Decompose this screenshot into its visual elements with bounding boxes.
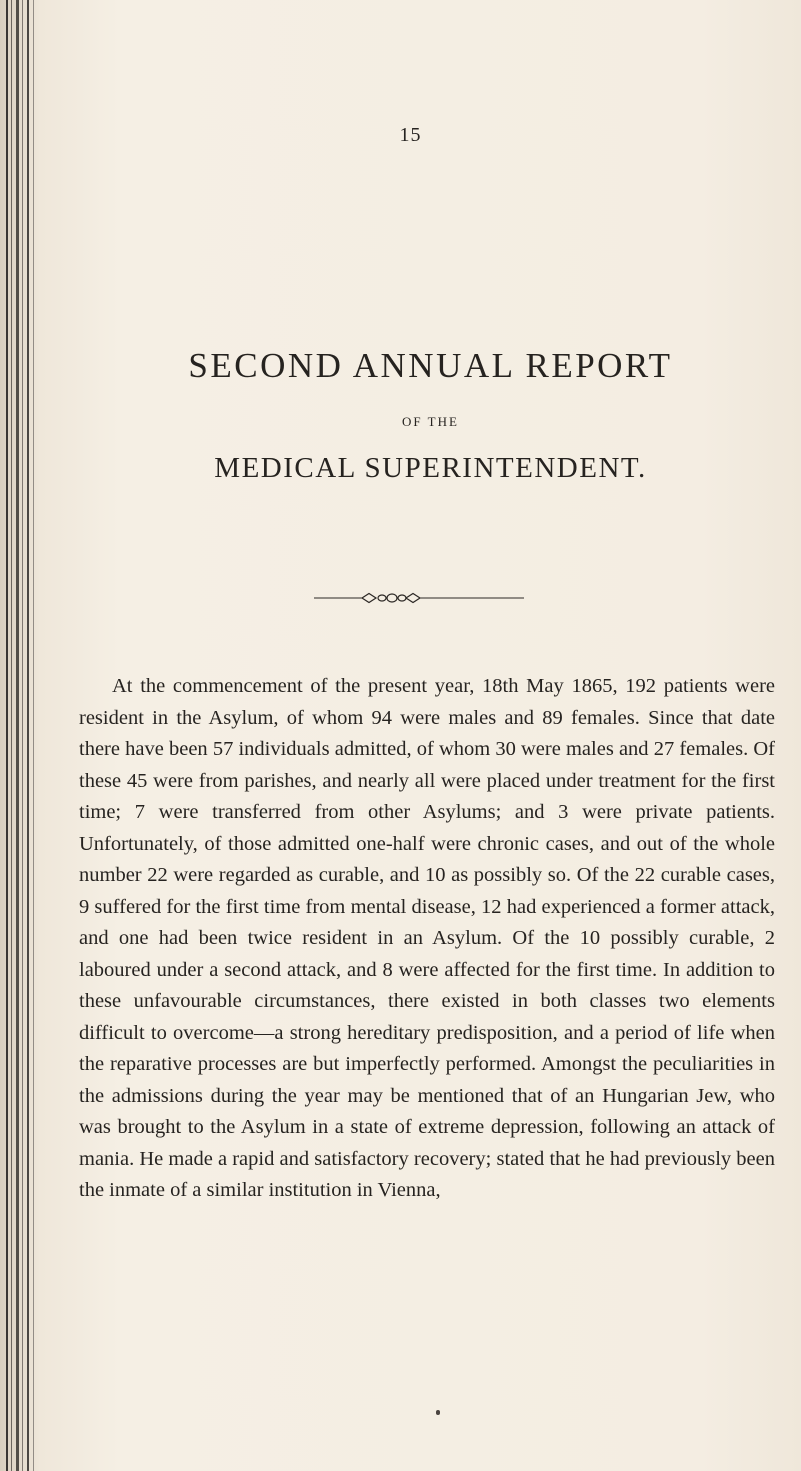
book-binding-edge bbox=[0, 0, 46, 1471]
body-paragraph bbox=[79, 671, 775, 1207]
page-number: 15 bbox=[399, 124, 422, 146]
diamond-circle-rule-icon bbox=[314, 591, 524, 605]
ink-speck bbox=[436, 1410, 440, 1415]
report-subtitle: MEDICAL SUPERINTENDENT. bbox=[214, 452, 647, 484]
paragraph-text: At the commencement of the present year, 18th May 1865, 192 patients were resident in the Asylum, of whom 94 were males and 89 females. Since that date there have been 57 individuals admitted, of whom 30 were males and 27 females. Of these 45 were from parishes, and nearly all were placed under treatment for the first time; 7 were transferred from other Asylums; and 3 were private patients. Unfortunately, of those admitted one-half were chronic cases, and out of the whole number 22 were regarded as curable, and 10 as possibly so. Of the 22 curable cases, 9 suffered for the first time from mental disease, 12 had experienced a former attack, and one had been twice resident in an Asylum. Of the 10 possibly curable, 2 laboured under a second attack, and 8 were affected for the first time. In addition to these unfavourable circumstances, there existed in both classes two elements difficult to overcome—a strong hereditary predisposition, and a period of life when the reparative processes are but imperfectly performed. Amongst the peculiarities in the admissions during the year may be mentioned that of an Hungarian Jew, who was brought to the Asylum in a state of extreme depression, following an attack of mania. He made a rapid and satisfactory recovery; stated that he had previously been the inmate of a similar institution in Vienna, bbox=[79, 675, 775, 1201]
title-connector: OF THE bbox=[402, 414, 459, 429]
report-title: SECOND ANNUAL REPORT bbox=[188, 346, 673, 385]
